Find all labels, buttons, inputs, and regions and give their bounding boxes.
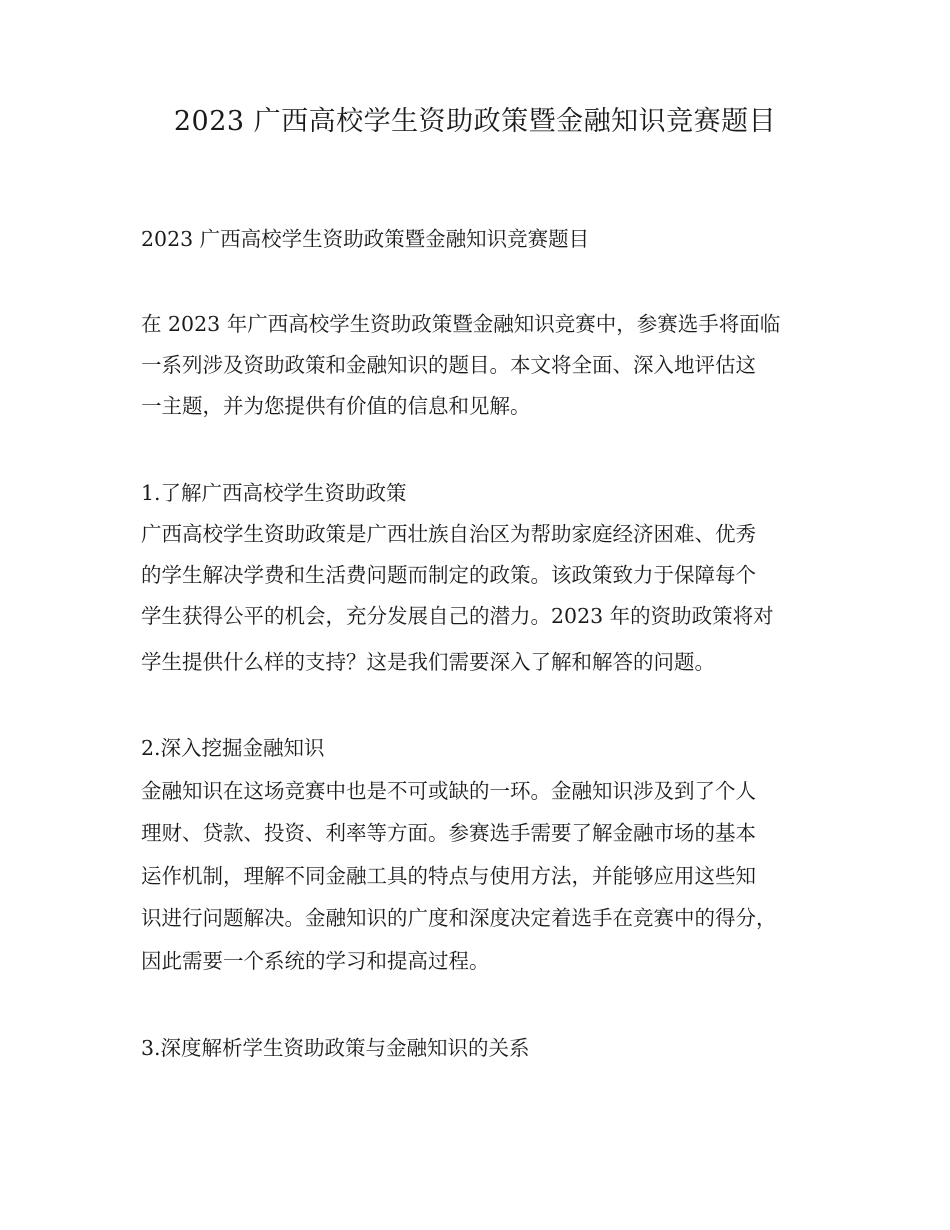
paragraph-line: 学生提供什么样的支持？这是我们需要深入了解和解答的问题。 — [141, 650, 715, 674]
document-subtitle: 2023 广西高校学生资助政策暨金融知识竞赛题目 — [141, 227, 590, 251]
section-heading: 1.了解广西高校学生资助政策 — [141, 481, 407, 505]
document-title: 2023 广西高校学生资助政策暨金融知识竞赛题目 — [173, 106, 777, 137]
section-heading: 2.深入挖掘金融知识 — [141, 736, 325, 760]
paragraph-line: 运作机制，理解不同金融工具的特点与使用方法，并能够应用这些知 — [141, 864, 756, 888]
intro-line: 一系列涉及资助政策和金融知识的题目。本文将全面、深入地评估这 — [141, 353, 756, 377]
section-heading: 3.深度解析学生资助政策与金融知识的关系 — [141, 1036, 530, 1060]
paragraph-line: 的学生解决学费和生活费问题而制定的政策。该政策致力于保障每个 — [141, 563, 756, 587]
paragraph-line: 学生获得公平的机会，充分发展自己的潜力。2023 年的资助政策将对 — [141, 604, 774, 628]
paragraph-line: 金融知识在这场竞赛中也是不可或缺的一环。金融知识涉及到了个人 — [141, 779, 756, 803]
intro-line: 在 2023 年广西高校学生资助政策暨金融知识竞赛中，参赛选手将面临 — [141, 312, 781, 336]
paragraph-line: 因此需要一个系统的学习和提高过程。 — [141, 949, 490, 973]
paragraph-line: 理财、贷款、投资、利率等方面。参赛选手需要了解金融市场的基本 — [141, 821, 756, 845]
intro-line: 一主题，并为您提供有价值的信息和见解。 — [141, 394, 531, 418]
paragraph-line: 广西高校学生资助政策是广西壮族自治区为帮助家庭经济困难、优秀 — [141, 522, 756, 546]
paragraph-line: 识进行问题解决。金融知识的广度和深度决定着选手在竞赛中的得分， — [141, 906, 777, 930]
